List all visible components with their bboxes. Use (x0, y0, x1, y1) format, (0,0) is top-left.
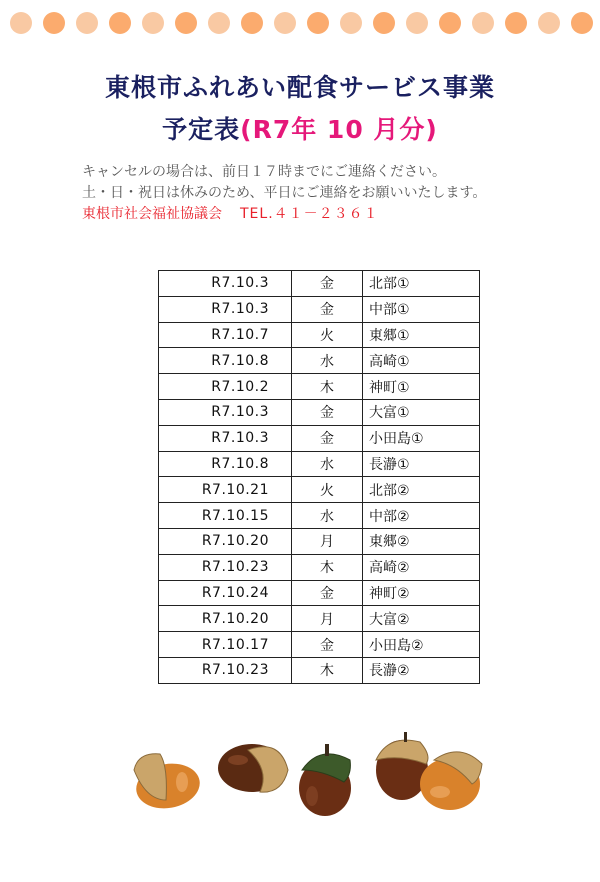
weekday-cell: 木 (292, 657, 363, 683)
schedule-table (158, 270, 480, 684)
notice-block (82, 162, 486, 225)
weekday-cell: 水 (292, 348, 363, 374)
table-row (159, 271, 480, 297)
decorative-dot (10, 12, 32, 34)
acorn-icon (420, 752, 482, 810)
subtitle-period: R7年 10 月分 (252, 115, 426, 144)
date-cell: R7.10.8 (159, 451, 292, 477)
date-cell: R7.10.23 (159, 554, 292, 580)
table-row (159, 580, 480, 606)
weekday-cell: 月 (292, 528, 363, 554)
phone-number: TEL.４１－２３６１ (240, 206, 379, 222)
area-cell: 長瀞② (363, 657, 480, 683)
acorn-icon (133, 754, 204, 813)
weekday-cell: 火 (292, 322, 363, 348)
area-cell: 神町① (363, 374, 480, 400)
area-cell: 中部① (363, 296, 480, 322)
weekday-cell: 水 (292, 503, 363, 529)
holiday-note: 土・日・祝日は休みのため、平日にご連絡をお願いいたします。 (82, 185, 487, 201)
area-cell: 小田島② (363, 632, 480, 658)
decorative-dot (472, 12, 494, 34)
date-cell: R7.10.8 (159, 348, 292, 374)
decorative-dot (208, 12, 230, 34)
date-cell: R7.10.3 (159, 296, 292, 322)
area-cell: 高崎② (363, 554, 480, 580)
date-cell: R7.10.3 (159, 271, 292, 297)
page-title: 東根市ふれあい配食サービス事業 (104, 73, 495, 102)
decorative-dot (76, 12, 98, 34)
date-cell: R7.10.24 (159, 580, 292, 606)
decorative-dot (373, 12, 395, 34)
weekday-cell: 金 (292, 632, 363, 658)
weekday-cell: 水 (292, 451, 363, 477)
table-row (159, 399, 480, 425)
acorn-icon (376, 732, 428, 800)
area-cell: 大富① (363, 399, 480, 425)
table-row (159, 296, 480, 322)
decorative-dot (439, 12, 461, 34)
table-row (159, 606, 480, 632)
weekday-cell: 月 (292, 606, 363, 632)
page-subtitle (0, 110, 600, 146)
decorative-dot (142, 12, 164, 34)
subtitle-main: 予定表 (162, 115, 241, 144)
acorn-icon (299, 744, 351, 816)
table-row (159, 477, 480, 503)
decorative-dot (241, 12, 263, 34)
date-cell: R7.10.2 (159, 374, 292, 400)
date-cell: R7.10.3 (159, 425, 292, 451)
decorative-dot (571, 12, 593, 34)
subtitle-paren-close: ) (425, 115, 438, 144)
decorative-dot (340, 12, 362, 34)
table-row (159, 348, 480, 374)
table-row (159, 554, 480, 580)
decorative-dot (175, 12, 197, 34)
decorative-dot-row (0, 8, 600, 38)
date-cell: R7.10.20 (159, 528, 292, 554)
decorative-dot (505, 12, 527, 34)
cancel-note: キャンセルの場合は、前日１７時までにご連絡ください。 (82, 164, 446, 180)
area-cell: 長瀞① (363, 451, 480, 477)
table-row (159, 503, 480, 529)
date-cell: R7.10.20 (159, 606, 292, 632)
date-cell: R7.10.15 (159, 503, 292, 529)
area-cell: 北部② (363, 477, 480, 503)
acorn-icon (218, 744, 288, 792)
date-cell: R7.10.17 (159, 632, 292, 658)
date-cell: R7.10.3 (159, 399, 292, 425)
table-row (159, 322, 480, 348)
weekday-cell: 金 (292, 580, 363, 606)
weekday-cell: 火 (292, 477, 363, 503)
area-cell: 東郷① (363, 322, 480, 348)
table-row (159, 657, 480, 683)
decorative-dot (307, 12, 329, 34)
decorative-dot (538, 12, 560, 34)
area-cell: 中部② (363, 503, 480, 529)
area-cell: 北部① (363, 271, 480, 297)
date-cell: R7.10.23 (159, 657, 292, 683)
area-cell: 神町② (363, 580, 480, 606)
weekday-cell: 金 (292, 425, 363, 451)
decorative-dot (109, 12, 131, 34)
decorative-dot (406, 12, 428, 34)
date-cell: R7.10.7 (159, 322, 292, 348)
table-row (159, 632, 480, 658)
contact-line (82, 204, 486, 225)
acorn-illustration (120, 730, 500, 820)
table-row (159, 528, 480, 554)
weekday-cell: 木 (292, 554, 363, 580)
decorative-dot (43, 12, 65, 34)
weekday-cell: 木 (292, 374, 363, 400)
org-name: 東根市社会福祉協議会 (82, 206, 222, 222)
area-cell: 高崎① (363, 348, 480, 374)
area-cell: 小田島① (363, 425, 480, 451)
weekday-cell: 金 (292, 296, 363, 322)
date-cell: R7.10.21 (159, 477, 292, 503)
weekday-cell: 金 (292, 271, 363, 297)
area-cell: 東郷② (363, 528, 480, 554)
schedule-body (159, 271, 480, 684)
table-row (159, 374, 480, 400)
table-row (159, 425, 480, 451)
decorative-dot (274, 12, 296, 34)
table-row (159, 451, 480, 477)
area-cell: 大富② (363, 606, 480, 632)
weekday-cell: 金 (292, 399, 363, 425)
subtitle-paren-open: ( (240, 115, 253, 144)
